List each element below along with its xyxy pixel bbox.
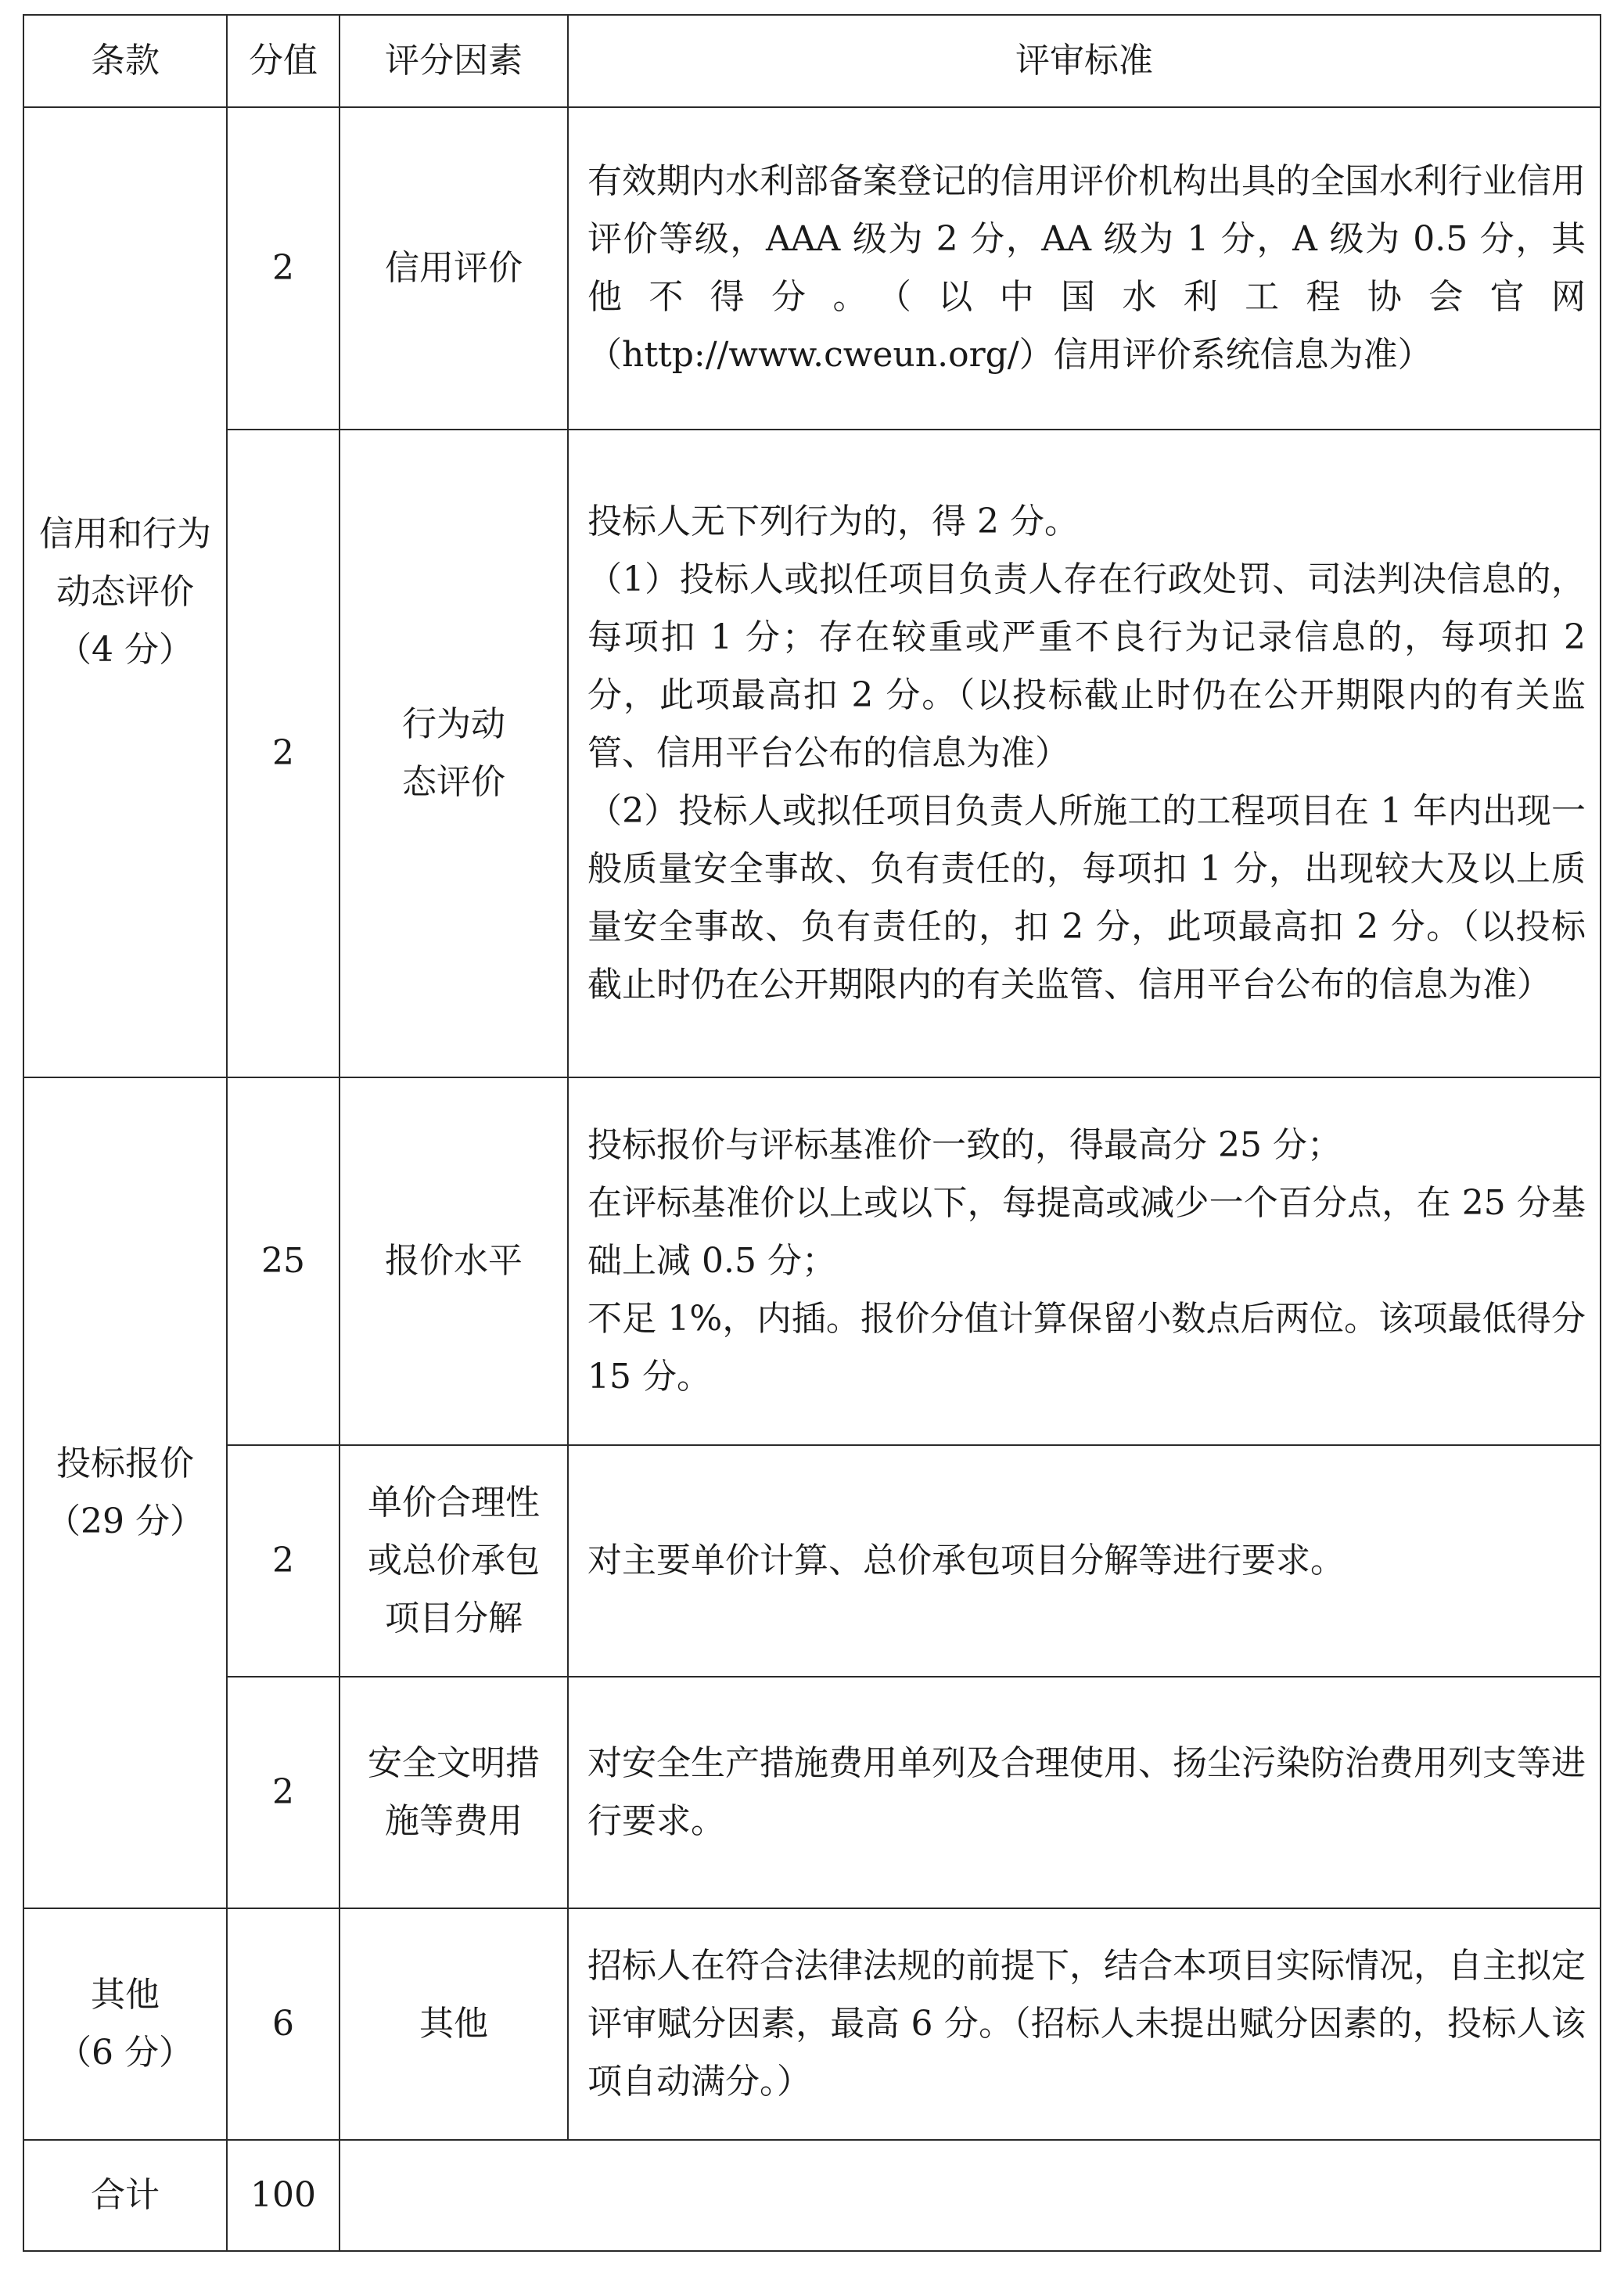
score-other: 6 — [227, 1908, 340, 2140]
criteria-unit-price-text: 对主要单价计算、总价承包项目分解等进行要求。 — [587, 1541, 1345, 1580]
score-behavior: 2 — [227, 430, 340, 1077]
criteria-unit-price — [568, 1445, 1601, 1677]
score-unit-price: 2 — [227, 1445, 340, 1677]
criteria-price-level — [568, 1077, 1601, 1445]
criteria-credit-rating-text: 有效期内水利部备案登记的信用评价机构出具的全国水利行业信用评价等级，AAA 级为 2 分，AA 级为 1 分，A 级为 0.5 分，其他不得分。（以中国水利工程协会官网（http://www.cweun.org/）信用评价系统信息为准） — [587, 161, 1586, 375]
criteria-safety-text: 对安全生产措施费用单列及合理使用、扬尘污染防治费用列支等进行要求。 — [587, 1743, 1586, 1841]
table-row — [23, 1445, 1601, 1677]
criteria-other — [568, 1908, 1601, 2140]
score-credit-rating: 2 — [227, 107, 340, 430]
total-label: 合计 — [23, 2140, 227, 2251]
factor-behavior — [340, 430, 568, 1077]
table-header-row — [23, 15, 1601, 107]
section-credit-points: （4 分） — [57, 630, 193, 670]
header-factor: 评分因素 — [340, 15, 568, 107]
total-value: 100 — [227, 2140, 340, 2251]
factor-safety — [340, 1677, 568, 1908]
total-empty-cell — [340, 2140, 1601, 2251]
criteria-price-level-1: 投标报价与评标基准价一致的，得最高分 25 分； — [587, 1125, 1342, 1165]
table-row — [23, 1908, 1601, 2140]
criteria-other-text: 招标人在符合法律法规的前提下，结合本项目实际情况，自主拟定评审赋分因素，最高 6 分。（招标人未提出赋分因素的，投标人该项自动满分。） — [587, 1946, 1586, 2102]
table-row — [23, 107, 1601, 430]
criteria-price-level-2: 在评标基准价以上或以下，每提高或减少一个百分点，在 25 分基础上减 0.5 分； — [587, 1183, 1586, 1281]
section-bid — [23, 1077, 227, 1908]
section-credit-name: 信用和行为动态评价 — [39, 514, 211, 612]
section-credit — [23, 107, 227, 1077]
header-criteria: 评审标准 — [568, 15, 1601, 107]
section-other — [23, 1908, 227, 2140]
criteria-behavior-intro: 投标人无下列行为的，得 2 分。 — [587, 502, 1079, 541]
criteria-safety — [568, 1677, 1601, 1908]
factor-other: 其他 — [340, 1908, 568, 2140]
criteria-price-level-3: 不足 1%，内插。报价分值计算保留小数点后两位。该项最低得分 15 分。 — [587, 1299, 1586, 1397]
section-other-points: （6 分） — [57, 2033, 193, 2073]
score-price-level: 25 — [227, 1077, 340, 1445]
section-bid-points: （29 分） — [46, 1501, 204, 1541]
header-clause: 条款 — [23, 15, 227, 107]
table-row — [23, 1677, 1601, 1908]
table-row — [23, 430, 1601, 1077]
criteria-behavior — [568, 430, 1601, 1077]
scoring-table — [23, 14, 1601, 2252]
factor-unit-price-text: 单价合理性或总价承包项目分解 — [368, 1483, 540, 1638]
criteria-credit-rating — [568, 107, 1601, 430]
header-score: 分值 — [227, 15, 340, 107]
factor-safety-text: 安全文明措施等费用 — [368, 1743, 540, 1841]
factor-price-level: 报价水平 — [340, 1077, 568, 1445]
factor-unit-price — [340, 1445, 568, 1677]
section-other-name: 其他 — [91, 1975, 160, 2015]
factor-credit-rating: 信用评价 — [340, 107, 568, 430]
criteria-behavior-item-2: （2）投标人或拟任项目负责人所施工的工程项目在 1 年内出现一般质量安全事故、负有责任的，每项扣 1 分，出现较大及以上质量安全事故、负有责任的，扣 2 分，此项最高扣 2 分。（以投标截止时仍在公开期限内的有关监管、信用平台公布的信息为准） — [587, 791, 1586, 1005]
section-bid-name: 投标报价 — [56, 1444, 194, 1483]
total-row — [23, 2140, 1601, 2251]
criteria-behavior-item-1: （1）投标人或拟任项目负责人存在行政处罚、司法判决信息的，每项扣 1 分；存在较重或严重不良行为记录信息的，每项扣 2 分，此项最高扣 2 分。（以投标截止时仍在公开期限内的有关监管、信用平台公布的信息为准） — [587, 559, 1586, 773]
factor-behavior-text: 行为动态评价 — [402, 704, 505, 802]
score-safety: 2 — [227, 1677, 340, 1908]
table-row — [23, 1077, 1601, 1445]
